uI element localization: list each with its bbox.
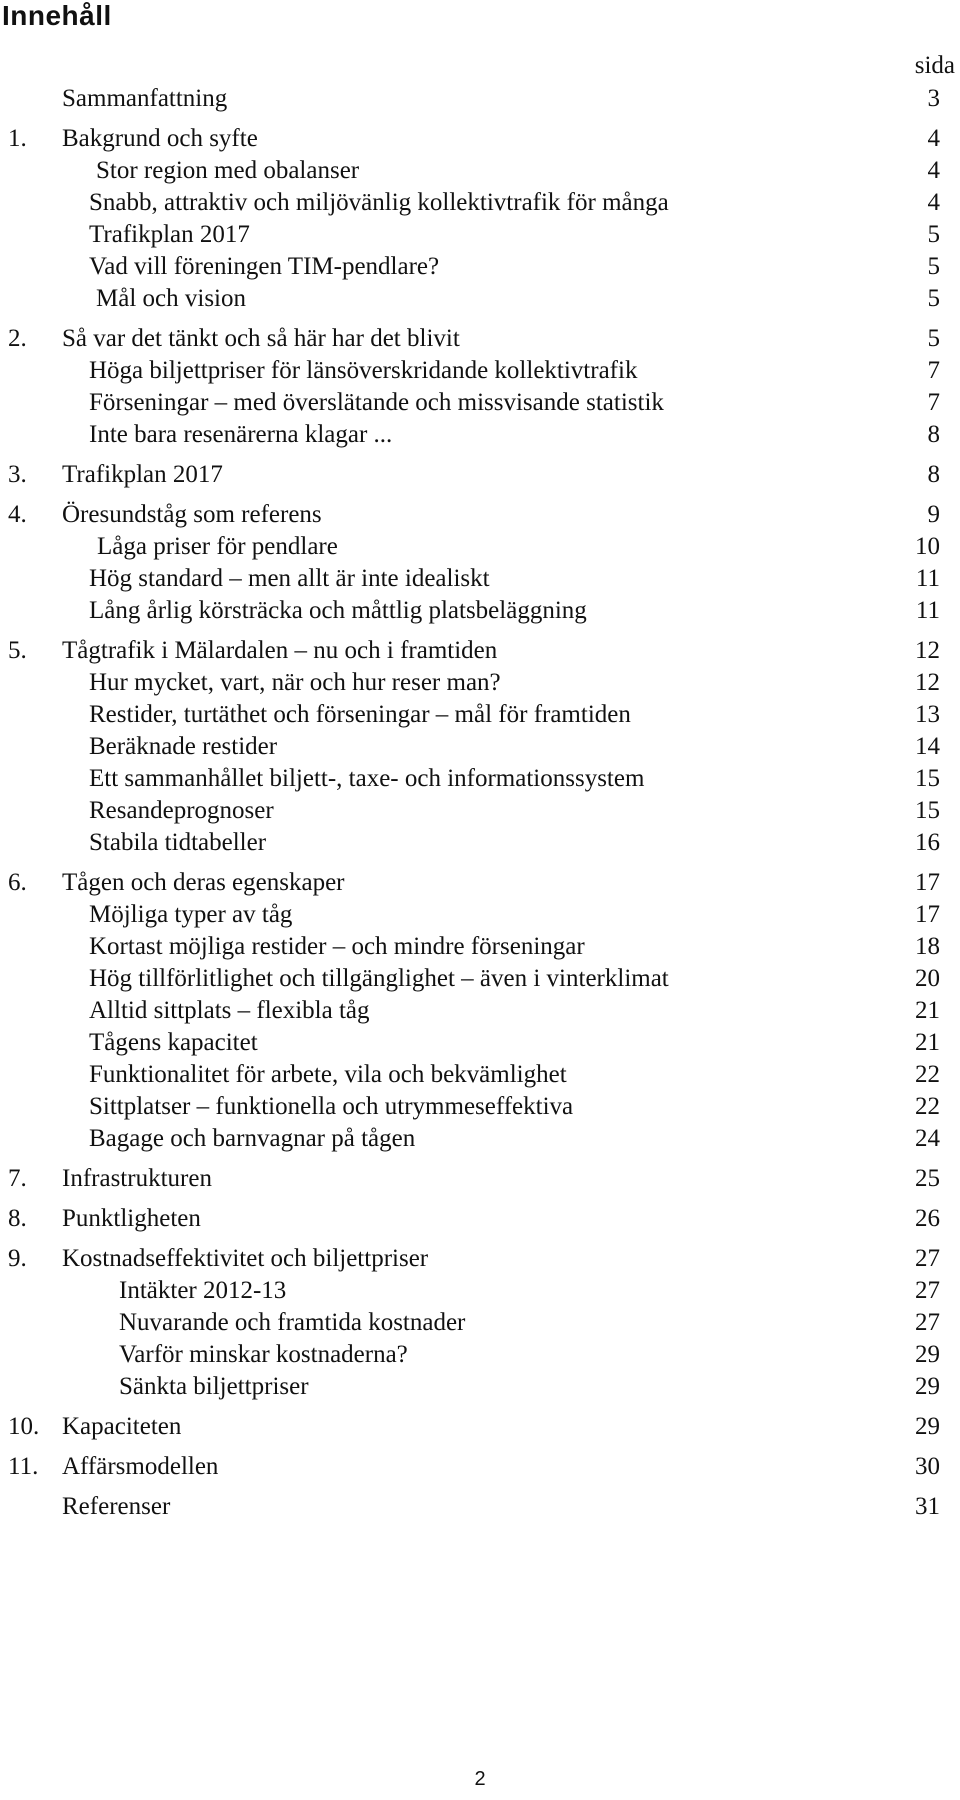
toc-entry (0, 700, 960, 730)
toc-entry (0, 1092, 960, 1122)
toc-entry-title: Lång årlig körsträcka och måttlig platsbeläggning (89, 597, 587, 624)
toc-entry-title: Sänkta biljettpriser (119, 1373, 309, 1400)
toc-entry-page: 29 (915, 1413, 940, 1440)
toc-entry-number: 3. (8, 461, 27, 488)
toc-entry-page: 4 (927, 157, 940, 184)
toc-entry-page: 15 (915, 797, 940, 824)
toc-entry (0, 1060, 960, 1090)
toc-entry (0, 828, 960, 858)
toc-entry-page: 24 (915, 1125, 940, 1152)
toc-entry (0, 1164, 960, 1194)
toc-entry-title: Bakgrund och syfte (62, 125, 258, 152)
toc-entry-number: 5. (8, 637, 27, 664)
toc-entry-page: 17 (915, 869, 940, 896)
toc-entry-title: Kostnadseffektivitet och biljettpriser (62, 1245, 429, 1272)
toc-entry (0, 764, 960, 794)
toc-entry-page: 29 (915, 1373, 940, 1400)
toc-entry-title: Funktionalitet för arbete, vila och bekvämlighet (89, 1061, 567, 1088)
toc-entry-number: 1. (8, 125, 27, 152)
toc-entry-title: Inte bara resenärerna klagar ... (89, 421, 393, 448)
toc-entry-page: 27 (915, 1277, 940, 1304)
toc-entry (0, 460, 960, 490)
toc-entry-page: 16 (915, 829, 940, 856)
toc-entry-title: Öresundståg som referens (62, 501, 322, 528)
toc-entry-title: Stabila tidtabeller (89, 829, 267, 856)
toc-entry-page: 18 (915, 933, 940, 960)
toc-entry (0, 532, 960, 562)
toc-entry-title: Ett sammanhållet biljett-, taxe- och informationssystem (89, 765, 645, 792)
toc-entry-page: 8 (927, 461, 940, 488)
toc-entry-title: Hög tillförlitlighet och tillgänglighet – även i vinterklimat (89, 965, 669, 992)
toc-entry (0, 868, 960, 898)
toc-entry-page: 5 (927, 285, 940, 312)
toc-entry (0, 1372, 960, 1402)
toc-entry (0, 596, 960, 626)
toc-entry-title: Referenser (62, 1493, 171, 1520)
toc-entry-page: 8 (927, 421, 940, 448)
toc-entry-number: 4. (8, 501, 27, 528)
toc-entry (0, 356, 960, 386)
toc-entry-title: Intäkter 2012-13 (119, 1277, 287, 1304)
toc-entry (0, 732, 960, 762)
toc-entry-title: Sammanfattning (62, 85, 228, 112)
toc-entry-page: 9 (927, 501, 940, 528)
toc-entry-title: Snabb, attraktiv och miljövänlig kollektivtrafik för många (89, 189, 669, 216)
toc-entry (0, 1028, 960, 1058)
toc-entry-title: Tågen och deras egenskaper (62, 869, 345, 896)
toc-entry (0, 420, 960, 450)
toc-entry-page: 26 (915, 1205, 940, 1232)
toc-entry (0, 252, 960, 282)
toc-entry (0, 1204, 960, 1234)
toc-entry-title: Resandeprognoser (89, 797, 274, 824)
toc-entry (0, 156, 960, 186)
toc-entry-page: 30 (915, 1453, 940, 1480)
toc-entry-page: 13 (915, 701, 940, 728)
toc-entry-title: Höga biljettpriser för länsöverskridande kollektivtrafik (89, 357, 638, 384)
toc-entry-title: Mål och vision (96, 285, 246, 312)
toc-entry-title: Låga priser för pendlare (97, 533, 338, 560)
toc-entry-title: Nuvarande och framtida kostnader (119, 1309, 466, 1336)
toc-entry-page: 7 (927, 389, 940, 416)
toc-entry-page: 5 (927, 221, 940, 248)
toc-entry (0, 1244, 960, 1274)
page-column-label: sida (914, 52, 955, 79)
toc-entry-page: 11 (915, 597, 940, 624)
toc-entry-page: 3 (927, 85, 940, 112)
toc-entry-page: 21 (915, 997, 940, 1024)
toc-entry (0, 324, 960, 354)
toc-entry (0, 1492, 960, 1522)
toc-entry-page: 11 (915, 565, 940, 592)
toc-entry-page: 12 (915, 637, 940, 664)
toc-entry-page: 27 (915, 1245, 940, 1272)
toc-entry-page: 21 (915, 1029, 940, 1056)
toc-entry-title: Förseningar – med överslätande och missvisande statistik (89, 389, 664, 416)
toc-entry-title: Kapaciteten (62, 1413, 182, 1440)
toc-entry-page: 27 (915, 1309, 940, 1336)
toc-entry-title: Trafikplan 2017 (89, 221, 250, 248)
toc-entry-title: Affärsmodellen (62, 1453, 219, 1480)
toc-entry-page: 4 (927, 189, 940, 216)
toc-entry (0, 284, 960, 314)
toc-entry-title: Beräknade restider (89, 733, 278, 760)
toc-entry-title: Tågens kapacitet (89, 1029, 258, 1056)
toc-entry-title: Alltid sittplats – flexibla tåg (89, 997, 370, 1024)
toc-entry-page: 15 (915, 765, 940, 792)
toc-entry-title: Tågtrafik i Mälardalen – nu och i framtiden (62, 637, 498, 664)
toc-entry (0, 1412, 960, 1442)
toc-entry (0, 564, 960, 594)
toc-entry-page: 5 (927, 253, 940, 280)
toc-entry-page: 22 (915, 1093, 940, 1120)
toc-entry (0, 796, 960, 826)
toc-entry (0, 188, 960, 218)
toc-entry (0, 996, 960, 1026)
page-title: Innehåll (2, 0, 112, 31)
toc-entry (0, 964, 960, 994)
toc-entry-title: Infrastrukturen (62, 1165, 212, 1192)
toc-entry (0, 636, 960, 666)
toc-entry-page: 20 (915, 965, 940, 992)
toc-entry-title: Trafikplan 2017 (62, 461, 223, 488)
toc-entry-title: Bagage och barnvagnar på tågen (89, 1125, 416, 1152)
toc-entry-title: Varför minskar kostnaderna? (119, 1341, 408, 1368)
toc-entry-number: 10. (8, 1413, 40, 1440)
toc-entry-page: 22 (915, 1061, 940, 1088)
toc-entry-number: 2. (8, 325, 27, 352)
toc-entry-title: Sittplatser – funktionella och utrymmeseffektiva (89, 1093, 574, 1120)
toc-entry (0, 84, 960, 114)
toc-entry-title: Möjliga typer av tåg (89, 901, 293, 928)
toc-entry (0, 1308, 960, 1338)
toc-entry-title: Restider, turtäthet och förseningar – mål för framtiden (89, 701, 631, 728)
toc-entry-title: Kortast möjliga restider – och mindre förseningar (89, 933, 585, 960)
toc-entry-title: Hög standard – men allt är inte idealiskt (89, 565, 490, 592)
toc-entry-title: Vad vill föreningen TIM-pendlare? (89, 253, 440, 280)
toc-entry (0, 1452, 960, 1482)
toc-entry-title: Stor region med obalanser (96, 157, 360, 184)
toc-entry (0, 124, 960, 154)
toc-entry (0, 932, 960, 962)
toc-entry (0, 1276, 960, 1306)
toc-entry-number: 9. (8, 1245, 27, 1272)
toc-entry (0, 1340, 960, 1370)
toc-entry (0, 220, 960, 250)
toc-entry-title: Punktligheten (62, 1205, 201, 1232)
toc-entry-number: 6. (8, 869, 27, 896)
toc-entry-title: Hur mycket, vart, när och hur reser man? (89, 669, 501, 696)
toc-entry-page: 29 (915, 1341, 940, 1368)
toc-entry-title: Så var det tänkt och så här har det blivit (62, 325, 460, 352)
toc-entry (0, 388, 960, 418)
toc-entry-page: 4 (927, 125, 940, 152)
toc-entry-page: 12 (915, 669, 940, 696)
toc-entry-page: 17 (915, 901, 940, 928)
toc-entry-number: 7. (8, 1165, 27, 1192)
toc-entry-page: 5 (927, 325, 940, 352)
toc-entry (0, 500, 960, 530)
toc-entry (0, 1124, 960, 1154)
toc-entry-page: 25 (915, 1165, 940, 1192)
toc-entry-number: 11. (8, 1453, 39, 1480)
toc-entry-number: 8. (8, 1205, 27, 1232)
footer-page-number: 2 (474, 1768, 486, 1790)
toc-entry-page: 10 (915, 533, 940, 560)
toc-entry-page: 14 (915, 733, 940, 760)
toc-entry (0, 900, 960, 930)
toc-entry (0, 668, 960, 698)
toc-entry-page: 31 (915, 1493, 940, 1520)
toc-entry-page: 7 (927, 357, 940, 384)
